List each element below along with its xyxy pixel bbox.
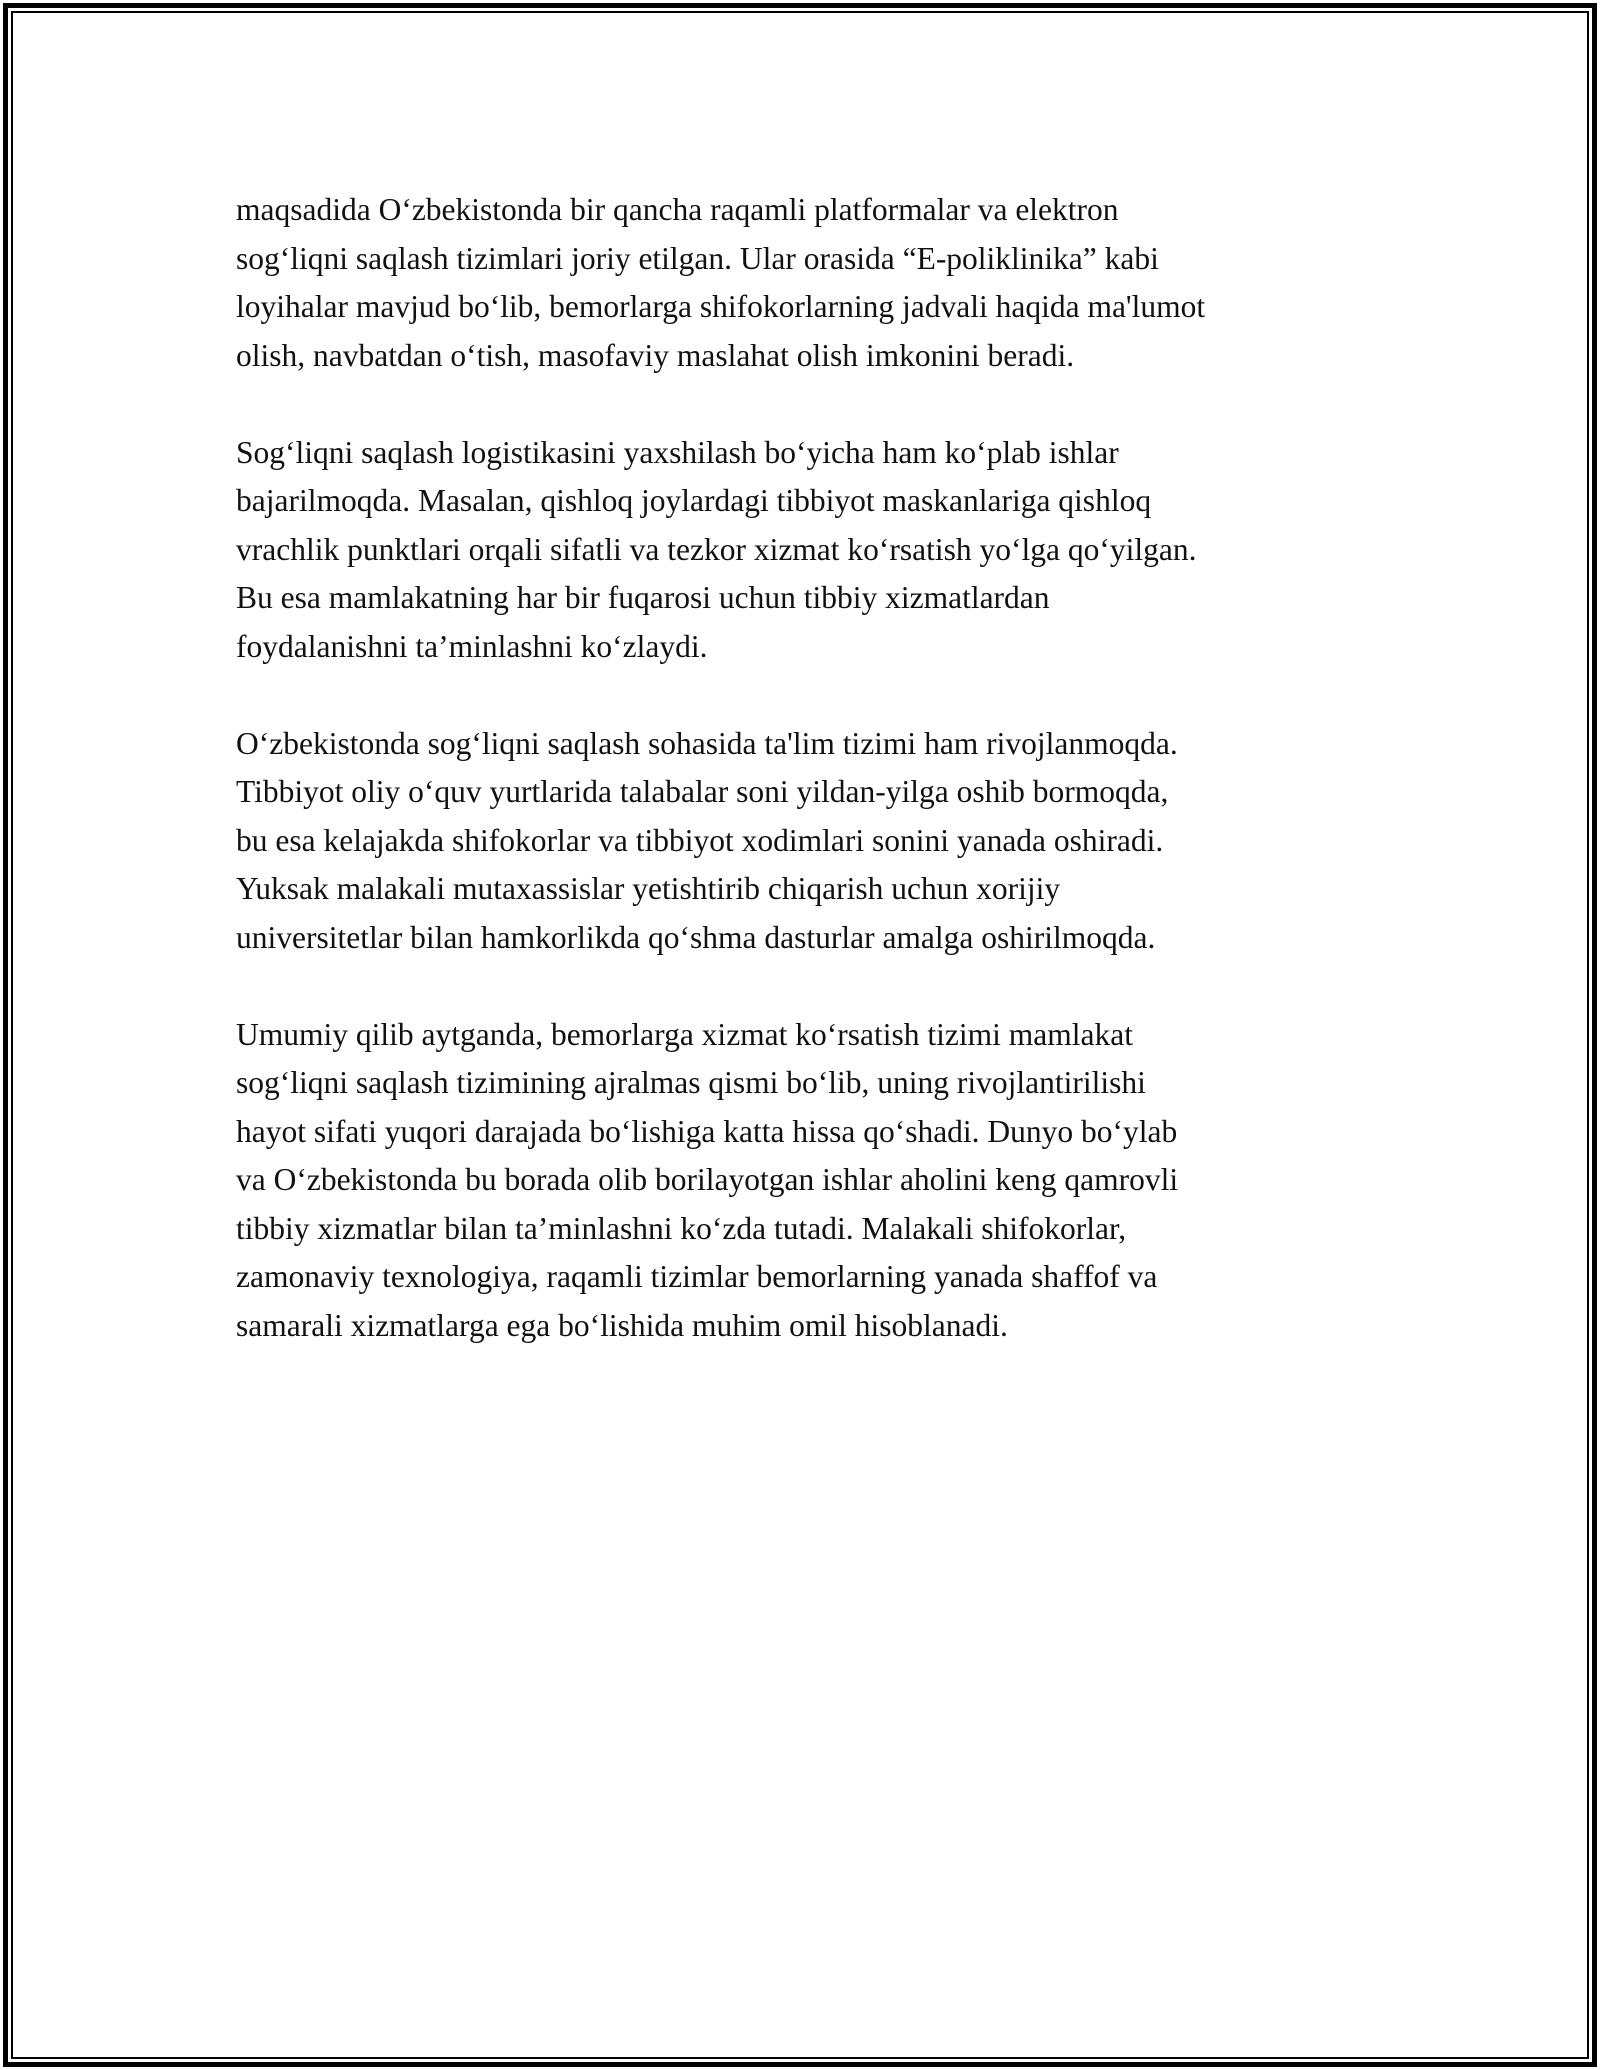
text-line: sog‘liqni saqlash tizimining ajralmas qismi bo‘lib, uning rivojlantirilishi [236, 1065, 1146, 1100]
text-line: zamonaviy texnologiya, raqamli tizimlar bemorlarning yanada shaffof va [236, 1259, 1158, 1294]
document-body [236, 186, 1396, 1399]
text-line: tibbiy xizmatlar bilan ta’minlashni ko‘zda tutadi. Malakali shifokorlar, [236, 1210, 1127, 1246]
text-line: olish, navbatdan o‘tish, masofaviy maslahat olish imkonini beradi. [236, 337, 1075, 373]
text-line: va O‘zbekistonda bu borada olib borilayotgan ishlar aholini keng qamrovli [236, 1162, 1179, 1197]
text-line: foydalanishni ta’minlashni ko‘zlaydi. [236, 628, 708, 664]
paragraph-1 [236, 186, 1396, 380]
paragraph-3 [236, 720, 1396, 963]
text-line: Umumiy qilib aytganda, bemorlarga xizmat ko‘rsatish tizimi mamlakat [236, 1016, 1133, 1052]
text-line: maqsadida O‘zbekistonda bir qancha raqamli platformalar va elektron [236, 192, 1119, 227]
paragraph-4 [236, 1011, 1396, 1351]
text-line: Yuksak malakali mutaxassislar yetishtirib chiqarish uchun xorijiy [236, 871, 1061, 906]
text-line: sog‘liqni saqlash tizimlari joriy etilgan. Ular orasida “E-poliklinika” kabi [236, 240, 1159, 276]
text-line: loyihalar mavjud bo‘lib, bemorlarga shifokorlarning jadvali haqida ma'lumot [236, 289, 1206, 324]
text-line: bajarilmoqda. Masalan, qishloq joylardagi tibbiyot maskanlariga qishloq [236, 483, 1152, 518]
text-line: vrachlik punktlari orqali sifatli va tezkor xizmat ko‘rsatish yo‘lga qo‘yilgan. [236, 531, 1197, 567]
text-line: bu esa kelajakda shifokorlar va tibbiyot xodimlari sonini yanada oshiradi. [236, 822, 1164, 858]
text-line: Sog‘liqni saqlash logistikasini yaxshilash bo‘yicha ham ko‘plab ishlar [236, 434, 1119, 470]
text-line: hayot sifati yuqori darajada bo‘lishiga katta hissa qo‘shadi. Dunyo bo‘ylab [236, 1113, 1178, 1149]
text-line: Tibbiyot oliy o‘quv yurtlarida talabalar soni yildan-yilga oshib bormoqda, [236, 774, 1169, 809]
text-line: Bu esa mamlakatning har bir fuqarosi uchun tibbiy xizmatlardan [236, 580, 1050, 615]
text-line: O‘zbekistonda sog‘liqni saqlash sohasida ta'lim tizimi ham rivojlanmoqda. [236, 725, 1178, 761]
paragraph-2 [236, 429, 1396, 672]
text-line: samarali xizmatlarga ega bo‘lishida muhim omil hisoblanadi. [236, 1307, 1008, 1343]
text-line: universitetlar bilan hamkorlikda qo‘shma dasturlar amalga oshirilmoqda. [236, 919, 1156, 955]
